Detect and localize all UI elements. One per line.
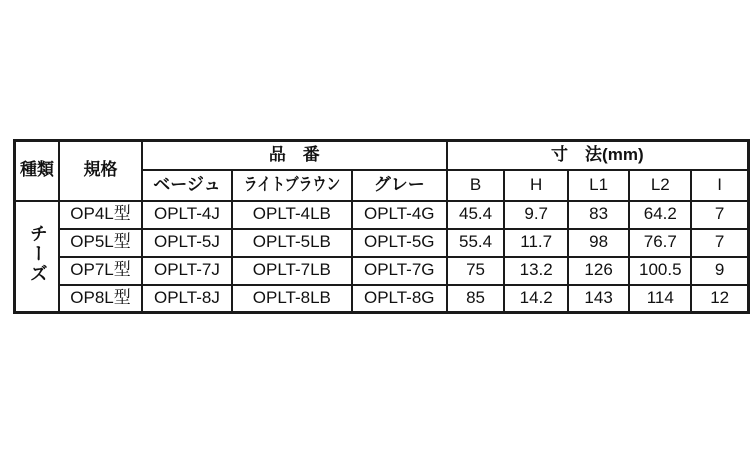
- dim-h-cell: 9.7: [504, 201, 567, 229]
- category-label: チーズ: [27, 223, 48, 284]
- dim-i-cell: 9: [691, 257, 748, 285]
- part-lightbrown-cell: OPLT-4LB: [232, 201, 352, 229]
- dim-h-cell: 13.2: [504, 257, 567, 285]
- header-type: 種類: [15, 141, 60, 201]
- table-row: [15, 285, 749, 313]
- dim-l1-cell: 143: [568, 285, 629, 313]
- header-dim-h: H: [504, 170, 567, 201]
- header-dim-b: B: [447, 170, 505, 201]
- header-dim-l2: L2: [629, 170, 691, 201]
- header-part-number-group: 品 番: [142, 141, 447, 170]
- part-lightbrown-cell: OPLT-5LB: [232, 229, 352, 257]
- spec-cell: OP5L型: [59, 229, 142, 257]
- category-cell: [15, 201, 60, 313]
- dim-l1-cell: 126: [568, 257, 629, 285]
- part-beige-cell: OPLT-8J: [142, 285, 232, 313]
- dim-i-cell: 7: [691, 201, 748, 229]
- dim-i-cell: 12: [691, 285, 748, 313]
- dim-h-cell: 14.2: [504, 285, 567, 313]
- dim-l2-cell: 76.7: [629, 229, 691, 257]
- dim-b-cell: 55.4: [447, 229, 505, 257]
- header-dim-l1: L1: [568, 170, 629, 201]
- dim-b-cell: 85: [447, 285, 505, 313]
- part-lightbrown-cell: OPLT-7LB: [232, 257, 352, 285]
- header-color-lightbrown: [232, 170, 352, 201]
- spec-cell: OP7L型: [59, 257, 142, 285]
- header-color-gray: グレー: [352, 170, 447, 201]
- dim-b-cell: 75: [447, 257, 505, 285]
- part-lightbrown-cell: OPLT-8LB: [232, 285, 352, 313]
- spec-cell: OP4L型: [59, 201, 142, 229]
- part-gray-cell: OPLT-4G: [352, 201, 447, 229]
- dim-h-cell: 11.7: [504, 229, 567, 257]
- part-gray-cell: OPLT-8G: [352, 285, 447, 313]
- table-row: [15, 229, 749, 257]
- table-row: [15, 257, 749, 285]
- header-spec: 規格: [59, 141, 142, 201]
- part-beige-cell: OPLT-4J: [142, 201, 232, 229]
- dim-l2-cell: 64.2: [629, 201, 691, 229]
- dim-l2-cell: 100.5: [629, 257, 691, 285]
- table-row: [15, 201, 749, 229]
- dim-l2-cell: 114: [629, 285, 691, 313]
- header-dim-i: I: [691, 170, 748, 201]
- header-dimensions-group: 寸 法(mm): [447, 141, 749, 170]
- dim-b-cell: 45.4: [447, 201, 505, 229]
- header-color-lightbrown-label: ライトブラウン: [243, 174, 341, 194]
- dim-i-cell: 7: [691, 229, 748, 257]
- header-color-beige: ベージュ: [142, 170, 232, 201]
- spec-table: [13, 139, 750, 314]
- part-gray-cell: OPLT-7G: [352, 257, 447, 285]
- spec-cell: OP8L型: [59, 285, 142, 313]
- part-beige-cell: OPLT-7J: [142, 257, 232, 285]
- part-beige-cell: OPLT-5J: [142, 229, 232, 257]
- part-gray-cell: OPLT-5G: [352, 229, 447, 257]
- dim-l1-cell: 98: [568, 229, 629, 257]
- dim-l1-cell: 83: [568, 201, 629, 229]
